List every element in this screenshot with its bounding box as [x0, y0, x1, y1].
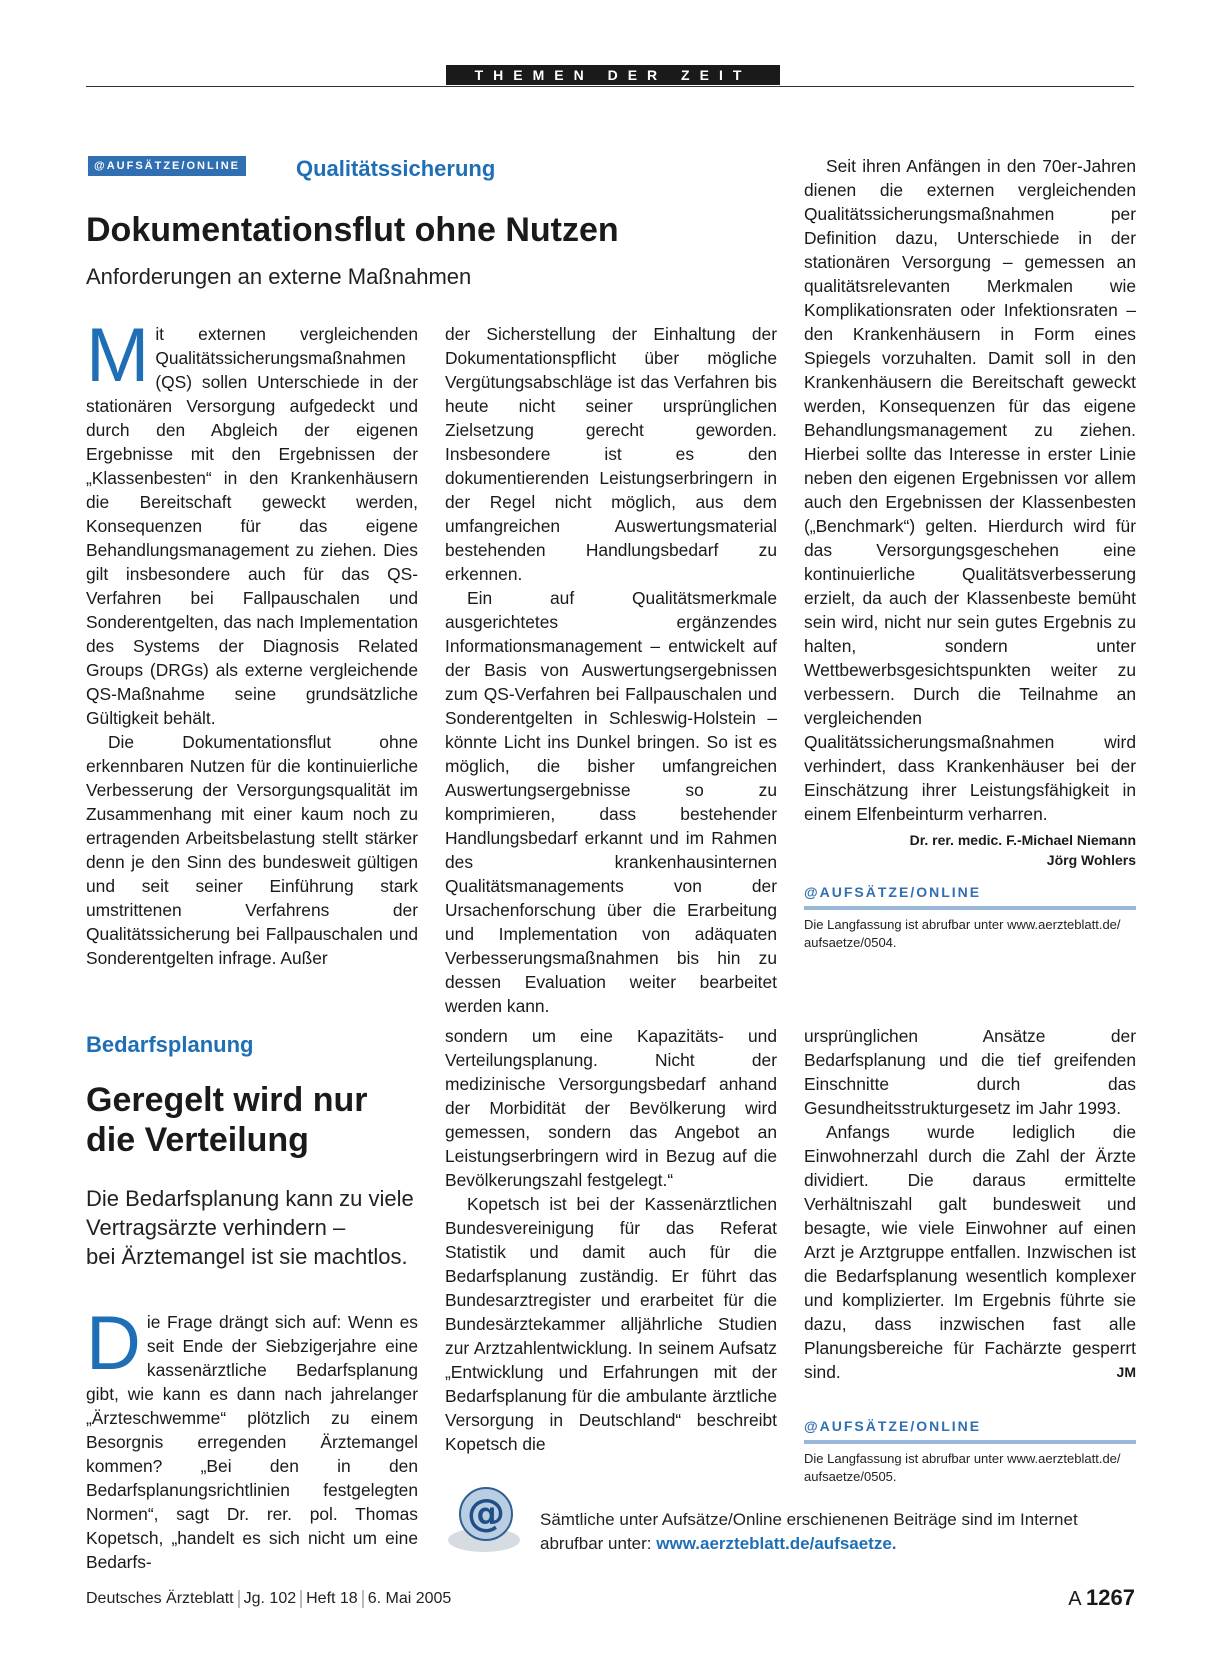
article2-author: JM [1116, 1364, 1136, 1380]
article2-title-line-1: Geregelt wird nur [86, 1081, 368, 1119]
article1-author-1: Dr. rer. medic. F.-Michael Niemann [909, 832, 1136, 848]
article1-column-2 [445, 322, 777, 1018]
article1-col1-para1: it externen vergleichenden Qualitätssicherungsmaßnahmen (QS) sollen Unterschiede in der stationären Versorgung aufgedeckt und durch den Abgleich der eigenen Ergebnisse mit den Ergebnissen der „Klassenbesten“ in den Krankenhäusern die Bereitschaft geweckt werden, Konsequenzen für das eigene Behandlungsmanagement zu ziehen. Dies gilt insbesondere auch für das QS-Verfahren bei Fallpauschalen und Sonderentgelten, das nach Implementation des Systems der Diagnosis Related Groups (DRGs) als externe vergleichende QS-Maßnahme seine grundsätzliche Gültigkeit behält. [86, 324, 418, 728]
footer-journal: Deutsches Ärzteblatt [86, 1590, 234, 1608]
article2-title [86, 1080, 368, 1160]
footer-volume: Jg. 102 [243, 1590, 297, 1608]
article1-column-1 [86, 313, 418, 970]
article2-column-1 [86, 1301, 418, 1574]
section-rubric: THEMEN DER ZEIT [446, 65, 780, 85]
article2-note-line-2: aufsaetze/0505. [804, 1469, 897, 1484]
article1-title: Dokumentationsflut ohne Nutzen [86, 211, 619, 249]
article1-subtitle: Anforderungen an externe Maßnahmen [86, 264, 472, 289]
svg-text:@: @ [467, 1491, 505, 1535]
article2-col3-para1: ursprünglichen Ansätze der Bedarfsplanung und die tief greifenden Einschnitte durch das Gesundheitsstrukturgesetz im Jahr 1993. [804, 1026, 1136, 1118]
header-rule [86, 86, 1134, 87]
article1-col1-para2: Die Dokumentationsflut ohne erkennbaren Nutzen für die kontinuierliche Verbesserung der Versorgungsqualität im Zusammenhang mit einer kaum noch zu ertragenden Arbeitsbelastung stellt stärker denn je den Sinn des bundesweit gültigen und seit seiner Einführung stark umstrittenen Verfahrens der Qualitätssicherung bei Fallpauschalen und Sonderentgelten infrage. Außer [86, 732, 418, 968]
footer-date: 6. Mai 2005 [367, 1590, 452, 1608]
article1-author-2: Jörg Wohlers [1046, 852, 1136, 868]
promo-link[interactable]: www.aerzteblatt.de/aufsaetze. [656, 1534, 897, 1553]
article1-col2-para1: der Sicherstellung der Einhaltung der Dokumentationspflicht über mögliche Vergütungsabschläge ist das Verfahren bis heute nicht seiner ursprünglichen Zielsetzung gerecht geworden. Insbesondere ist es den dokumentierenden Leistungserbringern in der Regel nicht möglich, aus dem umfangreichen Auswertungsmaterial bestehenden Handlungsbedarf zu erkennen. [445, 324, 777, 584]
article2-col1-para1: ie Frage drängt sich auf: Wenn es seit Ende der Siebzigerjahre eine kassenärztliche Bedarfsplanung gibt, wie kann es dann nach jahrelanger „Ärzteschwemme“ plötzlich zu einem Besorgnis erregenden Ärztemangel kommen? „Bei den in den Bedarfsplanungsrichtlinien festgelegten Normen“, sagt Dr. rer. pol. Thomas Kopetsch, „handelt es sich nicht um eine Bedarfs- [86, 1312, 418, 1572]
at-sign-logo-icon [444, 1478, 530, 1562]
article1-online-logo: @AUFSÄTZE/ONLINE [804, 880, 1136, 910]
article2-subtitle-line-3: bei Ärztemangel ist sie machtlos. [86, 1244, 408, 1269]
page-prefix: A [1068, 1588, 1082, 1610]
article2-subtitle [86, 1184, 426, 1271]
article1-col2-para2: Ein auf Qualitätsmerkmale ausgerichtetes ergänzendes Informationsmanagement – entwickelt auf der Basis von Auswertungsergebnissen zum QS-Verfahren bei Fallpauschalen und Sonderentgelten in Schleswig-Holstein – könnte Licht ins Dunkel bringen. So ist es möglich, die bisher umfangreichen Auswertungsergebnisse so zu komprimieren, dass bestehender Handlungsbedarf erkannt und im Rahmen des krankenhausinternen Qualitätsmanagements von der Ursachenforschung über die Erarbeitung und Implementation von adäquaten Verbesserungsmaßnahmen bis hin zu dessen Evaluation weiter bearbeitet werden kann. [445, 588, 777, 1016]
article1-note-line-1: Die Langfassung ist abrufbar unter www.aerzteblatt.de/ [804, 917, 1121, 932]
article2-dropcap: D [86, 1301, 141, 1386]
promo-line-2-prefix: abrufbar unter: [540, 1534, 652, 1553]
article1-dropcap: M [86, 313, 150, 398]
page-number [1068, 1585, 1135, 1611]
article2-online-logo: @AUFSÄTZE/ONLINE [804, 1414, 1136, 1444]
footer-citation [86, 1590, 451, 1608]
article1-kicker: Qualitätssicherung [296, 156, 496, 181]
article2-col2-para1: sondern um eine Kapazitäts- und Verteilungsplanung. Nicht der medizinische Versorgungsbedarf anhand der Morbidität der Bevölkerung wird gemessen, sondern das Angebot an Leistungserbringern wird in Bezug auf die Bevölkerungszahl festgelegt.“ [445, 1026, 777, 1190]
article2-subtitle-line-1: Die Bedarfsplanung kann zu viele [86, 1186, 414, 1211]
article2-title-line-2: die Verteilung [86, 1121, 309, 1159]
article2-column-3 [804, 1024, 1136, 1486]
article2-col3-para2 [804, 1120, 1136, 1384]
article1-note-line-2: aufsaetze/0504. [804, 935, 897, 950]
promo-text [540, 1508, 1078, 1556]
article1-col3-para1: Seit ihren Anfängen in den 70er-Jahren dienen die externen vergleichenden Qualitätssicherungsmaßnahmen per Definition dazu, Unterschiede in der stationären Versorgung – gemessen an qualitätsrelevanten Merkmalen wie Komplikationsraten oder Infektionsraten – den Krankenhäusern in Form eines Spiegels vorzuhalten. Damit soll in den Krankenhäusern die Bereitschaft geweckt werden, Konsequenzen für das eigene Behandlungsmanagement zu ziehen. Hierbei sollte das Interesse in erster Linie neben den eigenen Ergebnissen vor allem auch den Ergebnissen der Klassenbesten („Benchmark“) gelten. Hierdurch wird für das Versorgungsgeschehen eine kontinuierliche Qualitätsverbesserung erzielt, da auch der Klassenbeste bemüht sein wird, nicht nur sein gutes Ergebnis zu halten, sondern unter Wettbewerbsgesichtspunkten weiter zu verbessern. Durch die Teilnahme an vergleichenden Qualitätssicherungsmaßnahmen wird verhindert, dass Krankenhäuser bei der Einschätzung ihrer Leistungsfähigkeit in einem Elfenbeinturm verharren. [804, 156, 1136, 824]
page-number-value: 1267 [1086, 1585, 1135, 1610]
article2-col3-para2-text: Anfangs wurde lediglich die Einwohnerzahl durch die Zahl der Ärzte dividiert. Die daraus ermittelte Verhältniszahl galt bundesweit und besagte, wie viele Einwohner auf einen Arzt je Arztgruppe entfallen. Inzwischen ist die Bedarfsplanung wesentlich komplexer und komplizierter. Im Ergebnis führte sie dazu, dass inzwischen fast alle Planungsbereiche für Fachärzte gesperrt sind. [804, 1122, 1136, 1382]
article2-kicker: Bedarfsplanung [86, 1032, 254, 1057]
article1-column-3 [804, 154, 1136, 952]
article2-column-2 [445, 1024, 777, 1456]
online-tag: @AUFSÄTZE/ONLINE [88, 156, 246, 176]
article2-note-line-1: Die Langfassung ist abrufbar unter www.aerzteblatt.de/ [804, 1451, 1121, 1466]
promo-line-1: Sämtliche unter Aufsätze/Online erschienenen Beiträge sind im Internet [540, 1510, 1078, 1529]
footer-issue: Heft 18 [306, 1590, 358, 1608]
article2-col2-para2: Kopetsch ist bei der Kassenärztlichen Bundesvereinigung für das Referat Statistik und damit auch für die Bedarfsplanung zuständig. Er führt das Bundesarztregister und erarbeitet für die Bundesärztekammer alljährliche Studien zur Arztzahlentwicklung. In seinem Aufsatz „Entwicklung und Erfahrungen mit der Bedarfsplanung für die ambulante ärztliche Versorgung in Deutschland“ beschreibt Kopetsch die [445, 1194, 777, 1454]
article2-subtitle-line-2: Vertragsärzte verhindern – [86, 1215, 346, 1240]
